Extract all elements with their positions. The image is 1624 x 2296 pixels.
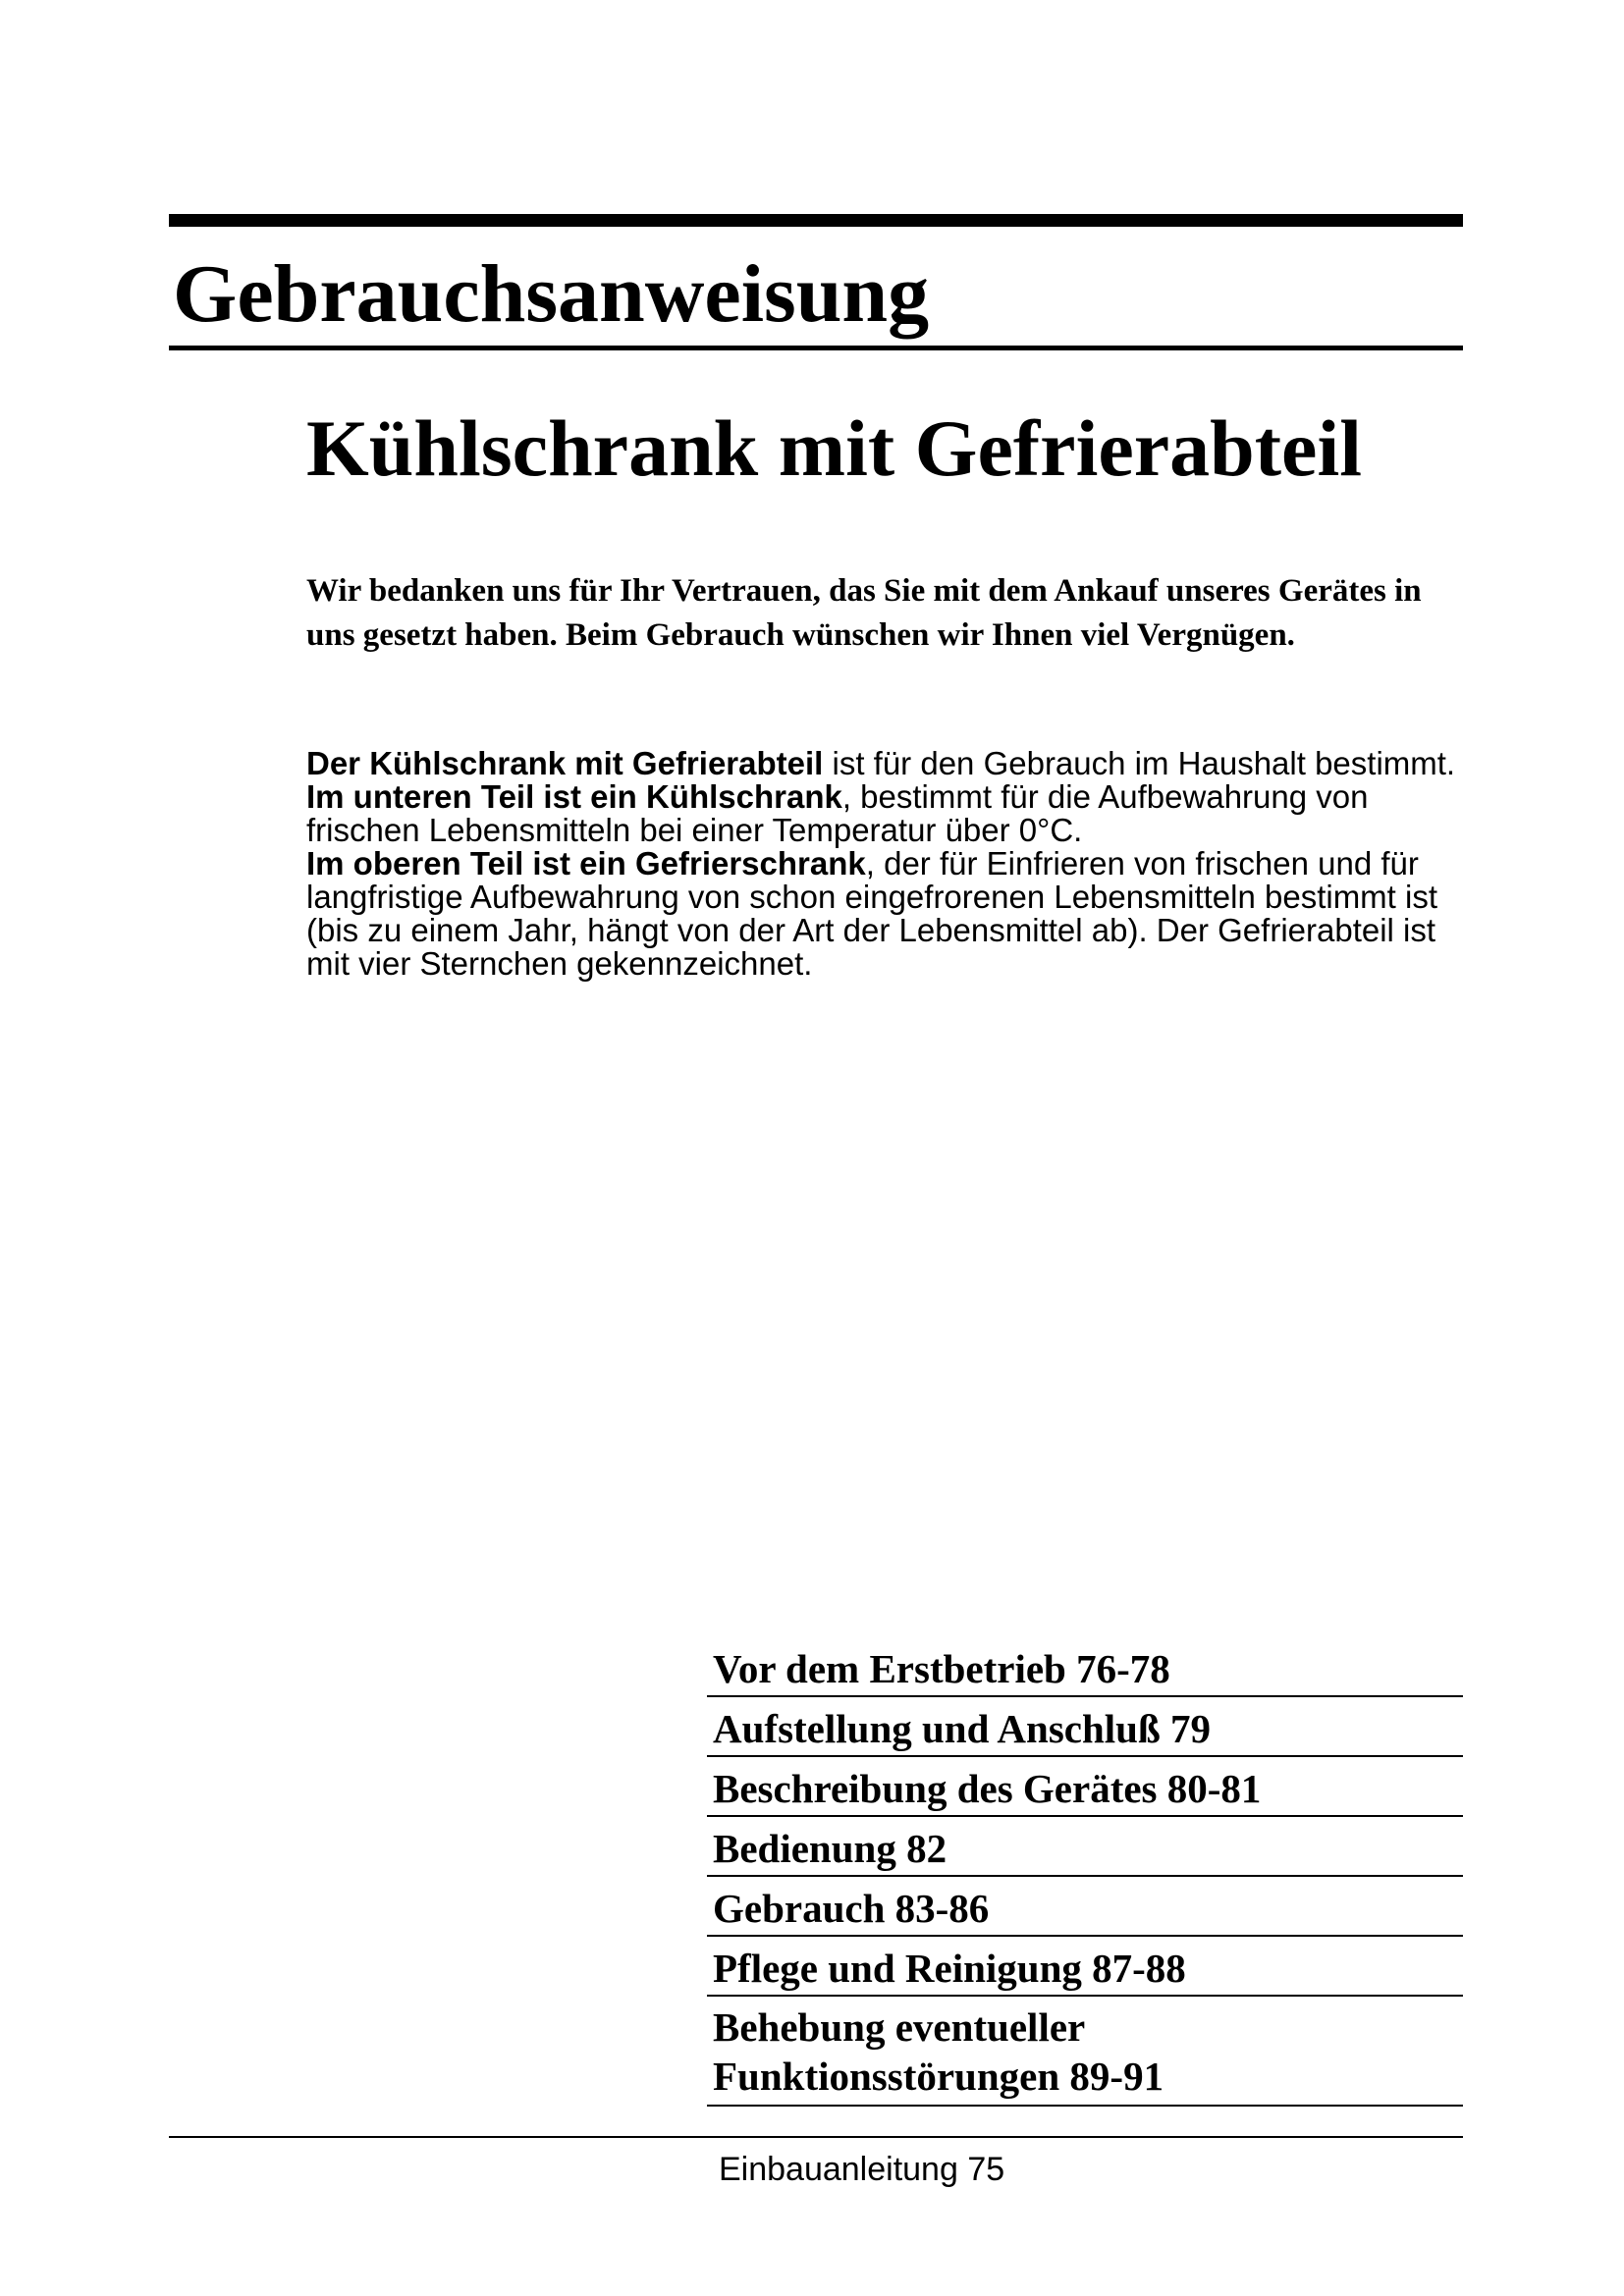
subtitle: Kühlschrank mit Gefrierabteil (306, 403, 1363, 493)
toc-item-beschreibung: Beschreibung des Gerätes 80-81 (707, 1757, 1463, 1817)
toc-item-behebung-line-1: Behebung eventueller (713, 2004, 1086, 2050)
toc-item-gebrauch: Gebrauch 83-86 (707, 1877, 1463, 1937)
toc-item-erstbetrieb: Vor dem Erstbetrieb 76-78 (707, 1637, 1463, 1697)
description-text-3: , der für Einfrieren von frischen und für langfristige Aufbewahrung von schon eingefrorenen Lebensmitteln bestimmt ist (bis zu einem Jahr, hängt von der Art der Lebensmittel ab). Der Gefrierabteil ist mit vier Sternchen gekennzeichnet. (306, 845, 1438, 982)
toc-item-behebung (707, 1997, 1463, 2107)
main-title: Gebrauchsanweisung (173, 248, 930, 340)
description-block (306, 747, 1465, 981)
table-of-contents (707, 1637, 1463, 2107)
title-underline-rule (169, 346, 1463, 350)
description-text-2: , bestimmt für die Aufbewahrung von frischen Lebensmitteln bei einer Temperatur über 0°C. (306, 778, 1369, 848)
description-bold-3: Im oberen Teil ist ein Gefrierschrank (306, 845, 866, 881)
description-paragraph-1 (306, 747, 1465, 780)
intro-paragraph: Wir bedanken uns für Ihr Vertrauen, das Sie mit dem Ankauf unseres Gerätes in uns gesetzt haben. Beim Gebrauch wünschen wir Ihnen viel Vergnügen. (306, 573, 1422, 653)
description-paragraph-3 (306, 847, 1465, 981)
top-thick-rule (169, 214, 1463, 227)
toc-item-behebung-line-2: Funktionsstörungen 89-91 (713, 2054, 1164, 2099)
description-bold-2: Im unteren Teil ist ein Kühlschrank (306, 778, 842, 815)
description-bold-1: Der Kühlschrank mit Gefrierabteil (306, 745, 824, 781)
bottom-rule (169, 2136, 1463, 2138)
toc-item-aufstellung: Aufstellung und Anschluß 79 (707, 1697, 1463, 1757)
toc-item-pflege: Pflege und Reinigung 87-88 (707, 1937, 1463, 1997)
toc-item-bedienung: Bedienung 82 (707, 1817, 1463, 1877)
description-paragraph-2 (306, 780, 1465, 847)
description-text-1: ist für den Gebrauch im Haushalt bestimmt. (823, 745, 1456, 781)
footer-reference: Einbauanleitung 75 (719, 2151, 1005, 2188)
